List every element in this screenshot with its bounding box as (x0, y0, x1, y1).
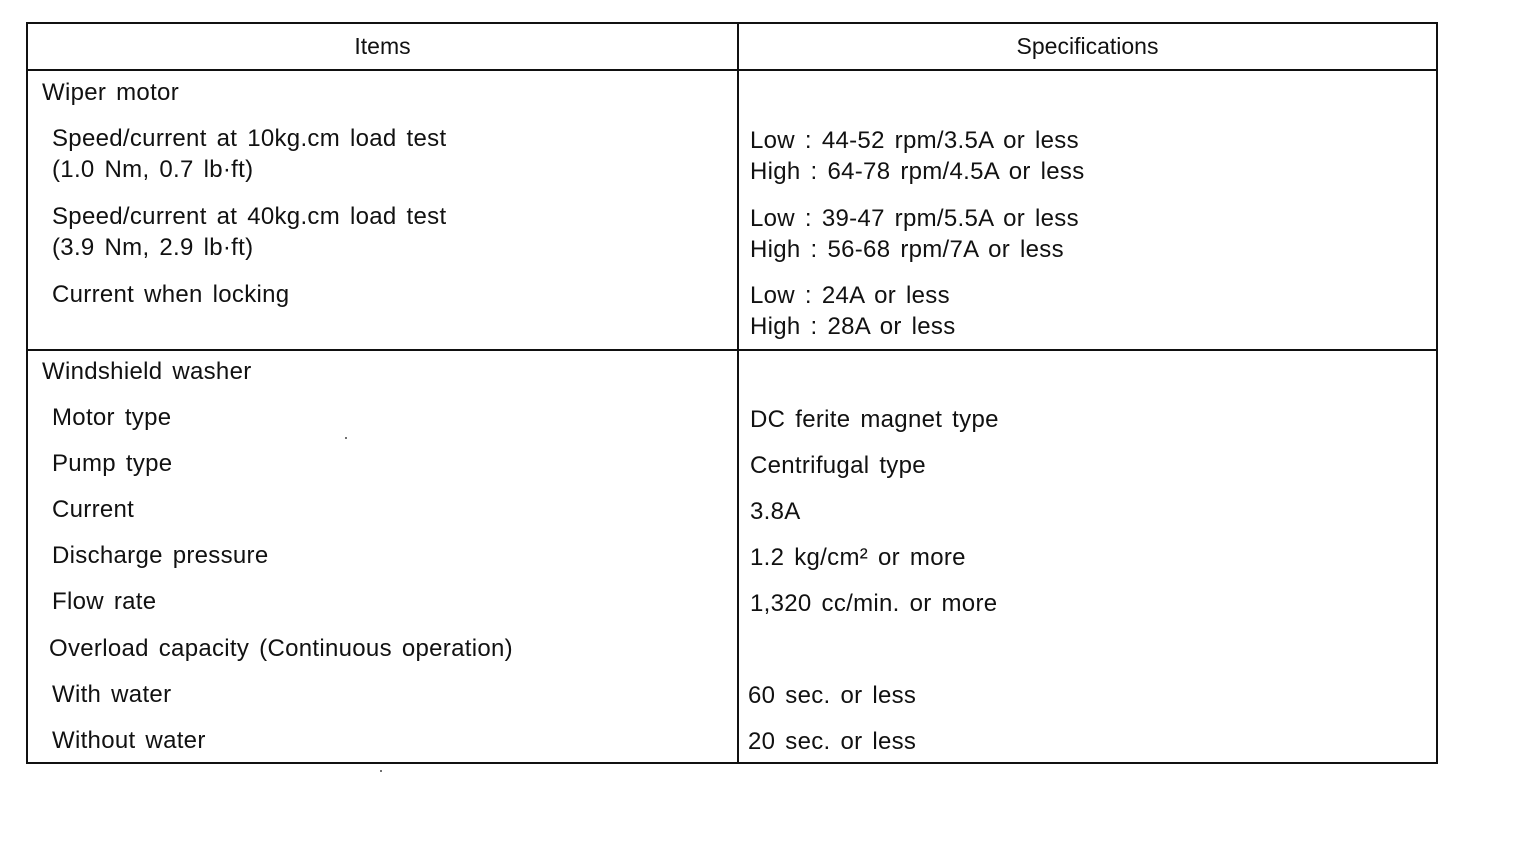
scan-speck (345, 437, 347, 439)
item-label-line: Speed/current at 40kg.cm load test (52, 203, 447, 230)
spec-value: 1.2 kg/cm² or more (750, 544, 966, 571)
specifications-table (26, 22, 1438, 764)
item-label: Flow rate (52, 588, 157, 615)
item-label-line: (1.0 Nm, 0.7 lb·ft) (52, 156, 254, 183)
item-label-line: Speed/current at 10kg.cm load test (52, 125, 447, 152)
item-label: With water (52, 681, 172, 708)
item-label: Without water (52, 727, 206, 754)
header-specifications: Specifications (1016, 33, 1159, 59)
spec-value: 20 sec. or less (748, 728, 917, 755)
item-label: Pump type (52, 450, 173, 477)
item-label: Discharge pressure (52, 542, 269, 569)
spec-value-line: High : 64-78 rpm/4.5A or less (750, 158, 1085, 185)
header-rule (28, 69, 1436, 71)
item-label (52, 201, 446, 263)
column-divider (737, 24, 739, 762)
spec-value: DC ferite magnet type (750, 406, 999, 433)
spec-value (750, 125, 1085, 187)
item-label-line: Current when locking (52, 281, 290, 308)
header-items: Items (354, 33, 411, 59)
spec-value: 1,320 cc/min. or more (750, 590, 998, 617)
item-label: Motor type (52, 404, 172, 431)
item-label: Current (52, 496, 135, 523)
item-label-line: (3.9 Nm, 2.9 lb·ft) (52, 234, 254, 261)
spec-value-line: High : 56-68 rpm/7A or less (750, 236, 1064, 263)
spec-value: 3.8A (750, 498, 801, 525)
scan-speck (380, 770, 382, 772)
spec-value-line: High : 28A or less (750, 313, 956, 340)
section-rule (28, 349, 1436, 351)
spec-value (750, 280, 956, 342)
spec-value-line: Low : 39-47 rpm/5.5A or less (750, 205, 1079, 232)
spec-value: Centrifugal type (750, 452, 926, 479)
item-label: Overload capacity (Continuous operation) (49, 635, 513, 662)
spec-value-line: Low : 44-52 rpm/3.5A or less (750, 127, 1079, 154)
spec-value-line: Low : 24A or less (750, 282, 950, 309)
spec-value (750, 203, 1079, 265)
spec-value: 60 sec. or less (748, 682, 917, 709)
item-label (52, 279, 289, 310)
section-title-wiper-motor: Wiper motor (42, 79, 179, 106)
section-title-windshield-washer: Windshield washer (42, 358, 252, 385)
item-label (52, 123, 446, 185)
